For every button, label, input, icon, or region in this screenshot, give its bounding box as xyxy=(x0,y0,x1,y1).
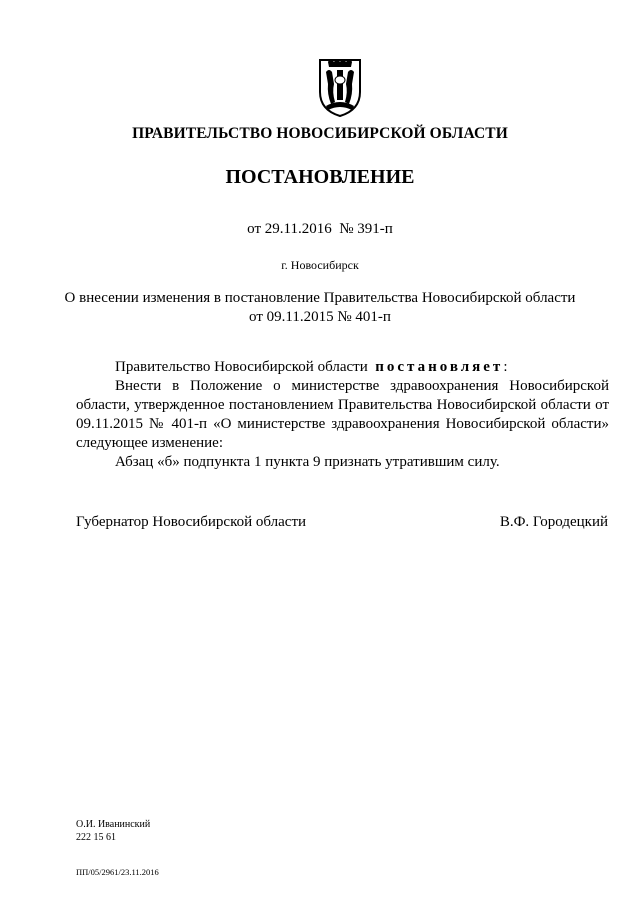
executor-name: О.И. Иванинский xyxy=(76,819,151,830)
document-date: от 29.11.2016 xyxy=(247,221,332,237)
organization-name: ПРАВИТЕЛЬСТВО НОВОСИБИРСКОЙ ОБЛАСТИ xyxy=(132,125,508,142)
document-subject xyxy=(0,289,640,327)
document-number: № 391-п xyxy=(339,221,393,237)
preamble-text: Правительство Новосибирской области xyxy=(115,359,368,375)
preamble-decree-word: постановляет xyxy=(375,359,504,375)
registration-number: ПП/05/2961/23.11.2016 xyxy=(76,867,159,877)
executor-phone: 222 15 61 xyxy=(76,832,116,843)
coat-of-arms-icon xyxy=(318,58,362,118)
clause-1-paragraph: Внести в Положение о министерстве здравоохранения Новосибирской области, утвержденное постановлением Правительства Новосибирской области от 09.11.2015 № 401-п «О министерстве здравоохранения Новосибирской области» следующее изменение: xyxy=(76,378,609,451)
preamble-colon: : xyxy=(503,359,508,375)
date-number-line xyxy=(0,221,640,238)
preamble-paragraph xyxy=(76,358,609,377)
document-type-title: ПОСТАНОВЛЕНИЕ xyxy=(225,166,415,188)
subject-line-1: О внесении изменения в постановление Правительства Новосибирской области xyxy=(64,290,576,306)
city-line: г. Новосибирск xyxy=(281,258,359,272)
clause-2-paragraph: Абзац «б» подпункта 1 пункта 9 признать утратившим силу. xyxy=(115,454,500,470)
signatory-title: Губернатор Новосибирской области xyxy=(76,514,307,530)
subject-line-2: от 09.11.2015 № 401-п xyxy=(249,309,391,325)
signatory-name: В.Ф. Городецкий xyxy=(499,514,608,530)
